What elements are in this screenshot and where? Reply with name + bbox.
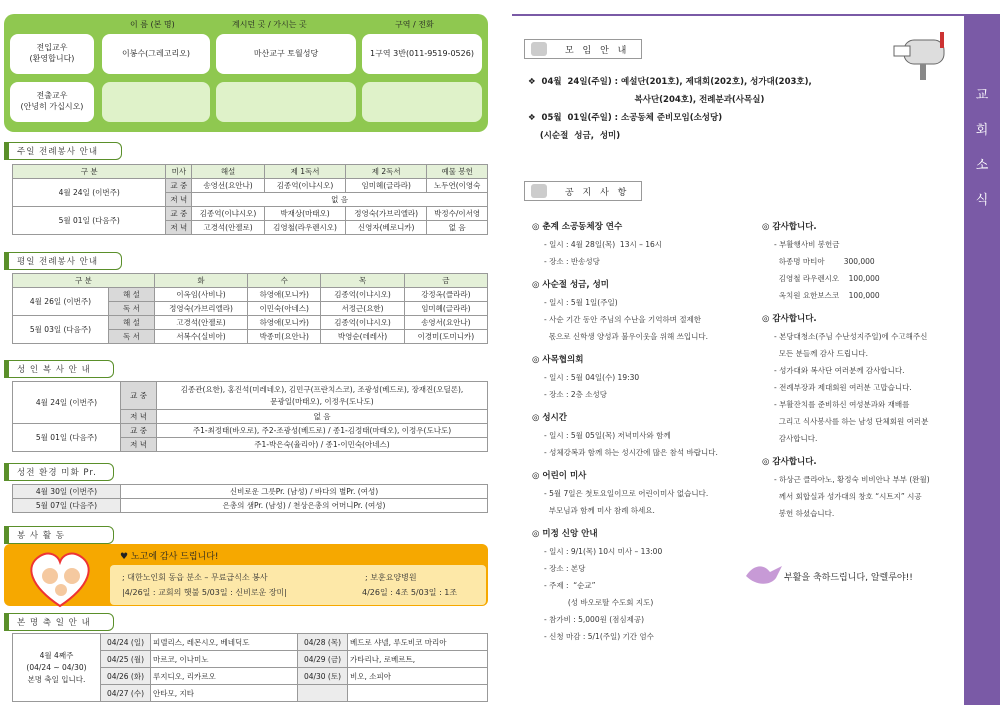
notice-item-title: ◎ 사목협의회 bbox=[532, 355, 584, 365]
cell: 송영선(요안나) bbox=[192, 179, 265, 193]
mass-cell: 교 중 bbox=[166, 179, 192, 193]
col-header: 수 bbox=[248, 274, 321, 288]
altar-table bbox=[12, 381, 488, 452]
nameday-table bbox=[12, 633, 488, 702]
date-cell: 04/27 (수) bbox=[101, 685, 151, 702]
date-cell: 04/29 (금) bbox=[298, 651, 348, 668]
cell: 박재상(마태오) bbox=[264, 207, 345, 221]
cell bbox=[348, 685, 488, 702]
cell: 임미혜(글라라) bbox=[404, 302, 487, 316]
col-header: 제 1독서 bbox=[264, 165, 345, 179]
notice-item-line: (성 바오로딸 수도회 지도) bbox=[544, 598, 654, 607]
date-cell: 04/28 (목) bbox=[298, 634, 348, 651]
cell: 김종억(이냐시오) bbox=[192, 207, 265, 221]
date-cell: 4월 26일 (이번주) bbox=[13, 288, 109, 316]
notice-item-line: 김영철 라우렌시오 100,000 bbox=[774, 274, 880, 283]
cell: 고경석(안젤로) bbox=[192, 221, 265, 235]
cell: 고경석(안젤로) bbox=[154, 316, 247, 330]
notice-item-line: 부모님과 함께 미사 참례 하세요. bbox=[544, 506, 655, 515]
role-cell: 독 서 bbox=[109, 330, 155, 344]
cell: 박영순(데레사) bbox=[321, 330, 404, 344]
nameday-section-title: 본 명 축 일 안 내 bbox=[4, 613, 114, 631]
col-header: 제 2독서 bbox=[346, 165, 427, 179]
header-region: 구역 / 전화 bbox=[395, 20, 434, 29]
service-line2-left: |4/26일 : 교회의 햇불 5/03일 : 신비로운 장미| bbox=[122, 588, 287, 597]
transfer-out-place bbox=[216, 82, 356, 122]
notice-item bbox=[532, 276, 764, 345]
notice-item-line: - 성가대와 복사단 여러분께 감사합니다. bbox=[774, 366, 905, 375]
cell: 하영애(모니카) bbox=[248, 316, 321, 330]
cell: 없 음 bbox=[192, 193, 488, 207]
notice-item-title: ◎ 어린이 미사 bbox=[532, 471, 587, 481]
cell: 가타리나, 로베르트, bbox=[348, 651, 488, 668]
col-header: 예물 봉헌 bbox=[427, 165, 488, 179]
weekday-section-title: 평일 전례봉사 안내 bbox=[4, 252, 122, 270]
notice-item-line: - 장소 : 2층 소성당 bbox=[544, 390, 608, 399]
notice-item-line: - 일시 : 5월 1일(주일) bbox=[544, 298, 618, 307]
notice-item-line: 께서 회합실과 성가대의 창호 “시트지” 시공 bbox=[774, 492, 922, 501]
notice-header bbox=[524, 181, 642, 201]
notice-item-line: - 참가비 : 5,000원 (점심제공) bbox=[544, 615, 645, 624]
band-char: 식 bbox=[975, 193, 989, 208]
notice-item-line: - 일시 : 5월 04일(수) 19:30 bbox=[544, 373, 640, 382]
cell: 노두연(이영숙 bbox=[427, 179, 488, 193]
cell: 신비로운 그릇Pr. (남성) / 바다의 별Pr. (여성) bbox=[121, 485, 488, 499]
cell: 이민숙(아네스) bbox=[248, 302, 321, 316]
notice-item-line: - 장소 : 본당 bbox=[544, 564, 586, 573]
cell: 김종억(이냐시오) bbox=[321, 288, 404, 302]
service-detail-box bbox=[110, 565, 486, 605]
notice-item-line: - 신청 마감 : 5/1(주일) 기간 엄수 bbox=[544, 632, 654, 641]
meeting-line: ❖ 04월 24일(주일) : 예설단(201호), 제대회(202호), 성가대(203호), bbox=[528, 77, 812, 87]
date-cell: 5월 01일 (다음주) bbox=[13, 207, 166, 235]
notice-item bbox=[532, 525, 764, 645]
table-row bbox=[13, 634, 488, 651]
cell: 정영숙(가브리엘라) bbox=[346, 207, 427, 221]
date-cell: 4월 24일 (이번주) bbox=[13, 382, 121, 424]
service-thanks: ♥ 노고에 감사 드립니다! bbox=[120, 552, 219, 562]
notice-item-line: - 일시 : 5월 05일(목) 저녁미사와 함께 bbox=[544, 431, 671, 440]
weekday-table bbox=[12, 273, 488, 344]
cell: 김종관(요한), 홍진석(미레네오), 김민구(프란치스코), 조광성(베드로), 장재진(오딜론), 문광일(마태오), 이정우(도나도) bbox=[157, 382, 488, 410]
date-cell: 4월 24일 (이번주) bbox=[13, 179, 166, 207]
church-news-band bbox=[964, 14, 1000, 705]
transfer-in-label: 전입교우 (환영합니다) bbox=[10, 34, 94, 74]
notice-item-title: ◎ 미정 신앙 안내 bbox=[532, 529, 598, 539]
notice-item bbox=[762, 453, 962, 522]
mass-cell: 교 중 bbox=[166, 207, 192, 221]
env-section-title: 성전 환경 미화 Pr. bbox=[4, 463, 114, 481]
notice-item-title: ◎ 성시간 bbox=[532, 413, 568, 423]
role-cell: 해 설 bbox=[109, 316, 155, 330]
altar-section-title: 성 인 복 사 안 내 bbox=[4, 360, 114, 378]
transfer-in-name: 이봉수(그레고리오) bbox=[102, 34, 210, 74]
notice-item-line: - 하상근 클라아노, 황정숙 비비안나 부부 (완월) bbox=[774, 475, 930, 484]
date-cell: 04/24 (일) bbox=[101, 634, 151, 651]
cell: 이옥임(사비나) bbox=[154, 288, 247, 302]
left-notice-column bbox=[532, 218, 764, 651]
cell: 강정옥(클라라) bbox=[404, 288, 487, 302]
cell: 비오, 소피아 bbox=[348, 668, 488, 685]
service-line2-right: 4/26일 : 4조 5/03일 : 1조 bbox=[362, 588, 458, 597]
cell: 루지디오, 리카르오 bbox=[151, 668, 298, 685]
meeting-line: ❖ 05월 01일(주일) : 소공동체 준비모임(소성당) bbox=[528, 113, 723, 123]
cell: 김영철(라우렌시오) bbox=[264, 221, 345, 235]
col-header: 해설 bbox=[192, 165, 265, 179]
service-section-title: 봉 사 활 동 bbox=[4, 526, 114, 544]
date-cell bbox=[298, 685, 348, 702]
notice-item-title: ◎ 감사합니다. bbox=[762, 314, 817, 324]
right-notice-column bbox=[762, 218, 962, 528]
mass-cell: 저 녁 bbox=[121, 410, 157, 424]
notice-item-line: - 사순 기간 동안 주님의 수난을 기억하며 절제한 bbox=[544, 315, 702, 324]
date-cell: 5월 07일 (다음주) bbox=[13, 499, 121, 513]
cell: 주1-최정태(바오로), 주2-조광성(베드로) / 종1-김정태(마태오), 이정우(도나도) bbox=[157, 424, 488, 438]
header-place: 계시던 곳 / 가시는 곳 bbox=[232, 20, 307, 29]
transfer-out-label: 전출교우 (안녕히 가십시오) bbox=[10, 82, 94, 122]
cell: 송영서(요안나) bbox=[404, 316, 487, 330]
cell: 정영숙(가브리엘라) bbox=[154, 302, 247, 316]
notice-item-line: - 전례부장과 제대회원 여러분 고맙습니다. bbox=[774, 383, 912, 392]
notice-item bbox=[532, 467, 764, 519]
table-row bbox=[13, 499, 488, 513]
cell: 박정수/이서영 bbox=[427, 207, 488, 221]
left-page bbox=[0, 0, 490, 705]
notice-item-line: - 성체강복과 함께 하는 성시간에 많은 참석 바랍니다. bbox=[544, 448, 718, 457]
band-char: 교 bbox=[975, 88, 989, 103]
date-cell: 04/26 (화) bbox=[101, 668, 151, 685]
col-header: 화 bbox=[154, 274, 247, 288]
notice-icon bbox=[531, 184, 547, 198]
notice-item-line: - 일시 : 9/1(목) 10시 미사 – 13:00 bbox=[544, 547, 663, 556]
notice-item-line: - 5월 7일은 첫토요일이므로 어린이미사 없습니다. bbox=[544, 489, 709, 498]
notice-item-title: ◎ 사순절 성금, 성미 bbox=[532, 280, 610, 290]
table-row bbox=[13, 382, 488, 410]
mass-cell: 교 중 bbox=[121, 424, 157, 438]
notice-item-line: - 주제 : “순교” bbox=[544, 581, 596, 590]
cell: 안타모, 지타 bbox=[151, 685, 298, 702]
easter-greeting: 부활을 축하드립니다, 알렐루야!! bbox=[784, 573, 913, 583]
notice-item-line: - 장소 : 반송성당 bbox=[544, 257, 600, 266]
cell: 이경미(도미니카) bbox=[404, 330, 487, 344]
transfer-out-name bbox=[102, 82, 210, 122]
meeting-text bbox=[528, 73, 812, 145]
notice-item-title: ◎ 춘계 소공동체장 연수 bbox=[532, 222, 623, 232]
notice-item bbox=[762, 310, 962, 447]
mass-cell: 저 녁 bbox=[166, 193, 192, 207]
nameday-label: 4월 4째주 (04/24 ~ 04/30) 본명 축일 입니다. bbox=[13, 634, 101, 702]
cell: 임미혜(글라라) bbox=[346, 179, 427, 193]
date-cell: 4월 30일 (이번주) bbox=[13, 485, 121, 499]
date-cell: 04/25 (월) bbox=[101, 651, 151, 668]
notice-title: 공 지 사 항 bbox=[565, 188, 630, 198]
env-table bbox=[12, 484, 488, 513]
header-name: 이 름 (본 명) bbox=[130, 20, 175, 29]
table-row bbox=[13, 424, 488, 438]
meeting-header bbox=[524, 39, 642, 59]
cell: 신영자(베로니카) bbox=[346, 221, 427, 235]
cell: 주1-박은숙(율리아) / 종1-이민숙(아네스) bbox=[157, 438, 488, 452]
meeting-line: 복사단(204호), 전례분과(사목실) bbox=[528, 95, 765, 105]
transfer-out-region bbox=[362, 82, 482, 122]
notice-item bbox=[532, 409, 764, 461]
notice-item-line: - 본당대청소(주님 수난성지주일)에 수고해주신 bbox=[774, 332, 928, 341]
col-header: 금 bbox=[404, 274, 487, 288]
cell: 하영애(모니카) bbox=[248, 288, 321, 302]
table-row bbox=[13, 207, 488, 221]
notice-item-line: 그리고 식사봉사를 하는 남성 단체회원 여러분 bbox=[774, 417, 929, 426]
notice-item-line: 모든 분들께 감사 드립니다. bbox=[774, 349, 868, 358]
notice-item bbox=[532, 351, 764, 403]
notice-item-line: 몫으로 신학생 양성과 불우이웃을 위해 쓰입니다. bbox=[544, 332, 708, 341]
notice-item-line: - 부활잔치를 준비하신 여성분과와 재배를 bbox=[774, 400, 910, 409]
cell: 서복수(실비아) bbox=[154, 330, 247, 344]
transfer-in-region: 1구역 3반(011-9519-0526) bbox=[362, 34, 482, 74]
col-header: 구 분 bbox=[13, 165, 166, 179]
band-char: 회 bbox=[975, 123, 989, 138]
table-row bbox=[13, 179, 488, 193]
meeting-title: 모 임 안 내 bbox=[565, 46, 630, 56]
notice-item-title: ◎ 감사합니다. bbox=[762, 457, 817, 467]
sunday-section-title: 주일 전례봉사 안내 bbox=[4, 142, 122, 160]
notice-item-line: 봉헌 하셨습니다. bbox=[774, 509, 835, 518]
top-rule bbox=[512, 14, 964, 16]
service-line1-left: ; 대한노인회 동읍 분소 – 무료급식소 봉사 bbox=[122, 573, 268, 582]
col-header: 목 bbox=[321, 274, 404, 288]
date-cell: 5월 03일 (다음주) bbox=[13, 316, 109, 344]
mass-cell: 저 녁 bbox=[121, 438, 157, 452]
notice-item-line: 옥치원 요한보스코 100,000 bbox=[774, 291, 880, 300]
role-cell: 독 서 bbox=[109, 302, 155, 316]
family-illustration-icon bbox=[20, 546, 100, 610]
notice-item-line: 감사합니다. bbox=[774, 434, 818, 443]
cell: 김종억(이냐시오) bbox=[264, 179, 345, 193]
date-cell: 04/30 (토) bbox=[298, 668, 348, 685]
notice-item-title: ◎ 감사합니다. bbox=[762, 222, 817, 232]
mailbox-icon bbox=[890, 26, 960, 82]
cell: 은총의 샘Pr. (남성) / 천상은총의 어머니Pr. (여성) bbox=[121, 499, 488, 513]
mass-cell: 교 중 bbox=[121, 382, 157, 410]
meeting-icon bbox=[531, 42, 547, 56]
dove-icon bbox=[744, 560, 784, 588]
table-row bbox=[13, 288, 488, 302]
sunday-table bbox=[12, 164, 488, 235]
notice-item-line: 하종명 마티아 300,000 bbox=[774, 257, 875, 266]
band-char: 소 bbox=[975, 158, 989, 173]
right-page bbox=[512, 0, 1000, 705]
cell: 피델리스, 레몬시오, 베네딕도 bbox=[151, 634, 298, 651]
date-cell: 5월 01일 (다음주) bbox=[13, 424, 121, 452]
notice-item-line: - 일시 : 4월 28일(목) 13시 – 16시 bbox=[544, 240, 663, 249]
cell: 없 음 bbox=[427, 221, 488, 235]
notice-item bbox=[762, 218, 962, 304]
col-header: 미사 bbox=[166, 165, 192, 179]
cell: 김종억(이냐시오) bbox=[321, 316, 404, 330]
notice-item-line: - 부활행사비 봉헌금 bbox=[774, 240, 840, 249]
cell: 마르코, 이나미노 bbox=[151, 651, 298, 668]
mass-cell: 저 녁 bbox=[166, 221, 192, 235]
table-row bbox=[13, 485, 488, 499]
cell: 없 음 bbox=[157, 410, 488, 424]
role-cell: 해 설 bbox=[109, 288, 155, 302]
table-row bbox=[13, 316, 488, 330]
meeting-line: (시순절 성금, 성미) bbox=[528, 131, 621, 141]
service-line1-right: ; 보훈요양병원 bbox=[365, 573, 417, 582]
transfer-in-place: 마산교구 토월성당 bbox=[216, 34, 356, 74]
cell: 박종미(요안나) bbox=[248, 330, 321, 344]
cell: 서정근(요한) bbox=[321, 302, 404, 316]
col-header: 구 분 bbox=[13, 274, 155, 288]
cell: 베드로 샤넬, 루도비코 마리아 bbox=[348, 634, 488, 651]
notice-item bbox=[532, 218, 764, 270]
